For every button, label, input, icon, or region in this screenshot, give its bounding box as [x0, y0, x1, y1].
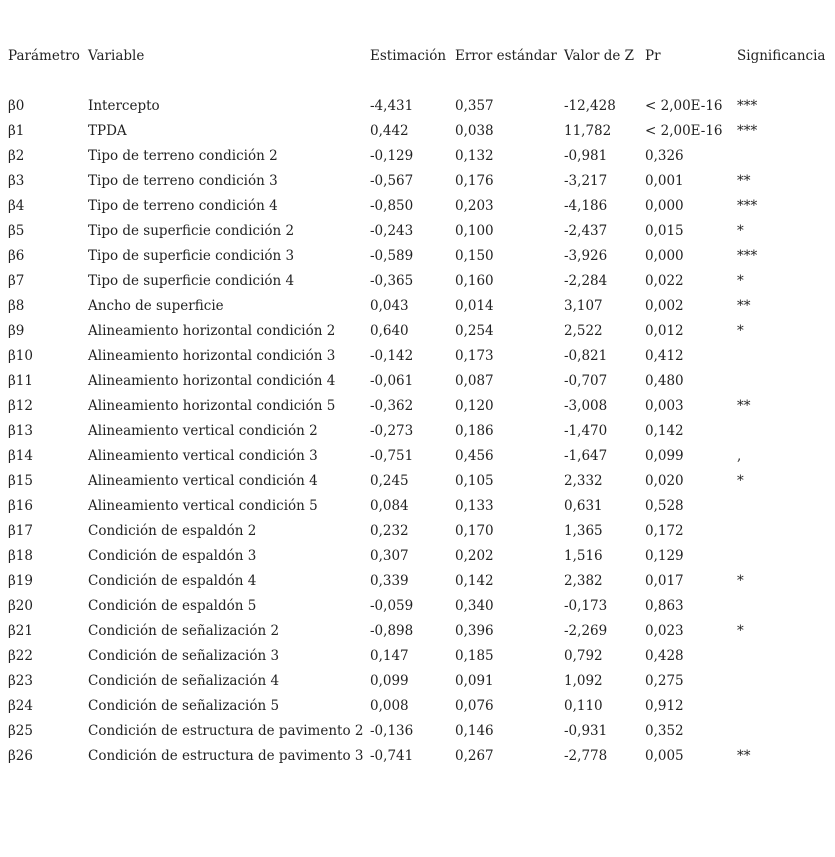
variable-cell: Alineamiento vertical condición 4 [88, 473, 318, 489]
estimate-cell: 0,099 [370, 673, 409, 689]
table-row [0, 146, 835, 166]
table-row [0, 696, 835, 716]
significance-cell: * [737, 223, 744, 239]
parameter-cell: β1 [8, 123, 25, 139]
std-error-cell: 0,120 [455, 398, 494, 414]
table-row [0, 246, 835, 266]
z-value-cell: 0,631 [564, 498, 603, 514]
parameter-cell: β12 [8, 398, 33, 414]
z-value-cell: -4,186 [564, 198, 608, 214]
parameter-cell: β4 [8, 198, 25, 214]
estimate-cell: -4,431 [370, 98, 414, 114]
significance-cell: ** [737, 173, 751, 189]
estimate-cell: -0,273 [370, 423, 414, 439]
variable-cell: Condición de espaldón 2 [88, 523, 257, 539]
significance-cell: * [737, 623, 744, 639]
parameter-cell: β10 [8, 348, 33, 364]
variable-cell: Alineamiento vertical condición 5 [88, 498, 318, 514]
std-error-cell: 0,014 [455, 298, 494, 314]
table-row [0, 746, 835, 766]
table-row [0, 721, 835, 741]
table-row [0, 471, 835, 491]
parameter-cell: β15 [8, 473, 33, 489]
std-error-cell: 0,170 [455, 523, 494, 539]
std-error-cell: 0,142 [455, 573, 494, 589]
p-value-cell: 0,005 [645, 748, 684, 764]
p-value-cell: 0,000 [645, 198, 684, 214]
z-value-cell: -0,173 [564, 598, 608, 614]
significance-cell: * [737, 323, 744, 339]
estimate-cell: -0,589 [370, 248, 414, 264]
estimate-cell: -0,136 [370, 723, 414, 739]
z-value-cell: -3,008 [564, 398, 608, 414]
p-value-cell: 0,912 [645, 698, 684, 714]
variable-cell: Tipo de superficie condición 2 [88, 223, 295, 239]
parameter-cell: β21 [8, 623, 33, 639]
std-error-cell: 0,105 [455, 473, 494, 489]
std-error-cell: 0,146 [455, 723, 494, 739]
z-value-cell: -2,437 [564, 223, 608, 239]
std-error-cell: 0,133 [455, 498, 494, 514]
table-row [0, 496, 835, 516]
std-error-cell: 0,038 [455, 123, 494, 139]
z-value-cell: 1,365 [564, 523, 603, 539]
z-value-cell: 2,332 [564, 473, 603, 489]
variable-cell: Intercepto [88, 98, 160, 114]
std-error-cell: 0,357 [455, 98, 494, 114]
table-row [0, 121, 835, 141]
p-value-cell: 0,480 [645, 373, 684, 389]
estimate-cell: 0,043 [370, 298, 409, 314]
p-value-cell: 0,129 [645, 548, 684, 564]
variable-cell: Condición de señalización 3 [88, 648, 280, 664]
table-row [0, 196, 835, 216]
parameter-cell: β14 [8, 448, 33, 464]
estimate-cell: 0,008 [370, 698, 409, 714]
parameter-cell: β3 [8, 173, 25, 189]
estimate-cell: -0,567 [370, 173, 414, 189]
estimate-cell: 0,147 [370, 648, 409, 664]
z-value-cell: 3,107 [564, 298, 603, 314]
parameter-cell: β18 [8, 548, 33, 564]
significance-cell: , [737, 448, 742, 464]
z-value-cell: 1,516 [564, 548, 603, 564]
std-error-cell: 0,100 [455, 223, 494, 239]
significance-cell: *** [737, 98, 758, 114]
p-value-cell: 0,015 [645, 223, 684, 239]
parameter-cell: β25 [8, 723, 33, 739]
table-row [0, 221, 835, 241]
estimate-cell: -0,129 [370, 148, 414, 164]
parameter-cell: β13 [8, 423, 33, 439]
header-estimacion: Estimación [370, 48, 447, 64]
z-value-cell: -0,821 [564, 348, 608, 364]
parameter-cell: β24 [8, 698, 33, 714]
z-value-cell: -0,707 [564, 373, 608, 389]
p-value-cell: 0,863 [645, 598, 684, 614]
parameter-cell: β20 [8, 598, 33, 614]
std-error-cell: 0,456 [455, 448, 494, 464]
variable-cell: Alineamiento horizontal condición 2 [88, 323, 336, 339]
z-value-cell: -1,470 [564, 423, 608, 439]
std-error-cell: 0,185 [455, 648, 494, 664]
variable-cell: Condición de espaldón 4 [88, 573, 257, 589]
std-error-cell: 0,186 [455, 423, 494, 439]
p-value-cell: 0,000 [645, 248, 684, 264]
std-error-cell: 0,176 [455, 173, 494, 189]
significance-cell: ** [737, 398, 751, 414]
estimate-cell: 0,232 [370, 523, 409, 539]
parameter-cell: β0 [8, 98, 25, 114]
variable-cell: Tipo de terreno condición 4 [88, 198, 278, 214]
table-row [0, 571, 835, 591]
z-value-cell: 0,792 [564, 648, 603, 664]
variable-cell: Condición de espaldón 5 [88, 598, 257, 614]
table-row [0, 296, 835, 316]
p-value-cell: 0,001 [645, 173, 684, 189]
z-value-cell: -0,931 [564, 723, 608, 739]
estimate-cell: -0,142 [370, 348, 414, 364]
variable-cell: Alineamiento vertical condición 3 [88, 448, 318, 464]
p-value-cell: 0,022 [645, 273, 684, 289]
estimate-cell: 0,640 [370, 323, 409, 339]
p-value-cell: 0,528 [645, 498, 684, 514]
z-value-cell: -12,428 [564, 98, 616, 114]
table-row [0, 321, 835, 341]
std-error-cell: 0,254 [455, 323, 494, 339]
std-error-cell: 0,203 [455, 198, 494, 214]
table-row [0, 521, 835, 541]
header-error: Error estándar [455, 48, 557, 64]
p-value-cell: 0,428 [645, 648, 684, 664]
std-error-cell: 0,150 [455, 248, 494, 264]
parameter-cell: β8 [8, 298, 25, 314]
table-row [0, 421, 835, 441]
estimate-cell: -0,243 [370, 223, 414, 239]
parameter-cell: β9 [8, 323, 25, 339]
significance-cell: *** [737, 198, 758, 214]
std-error-cell: 0,173 [455, 348, 494, 364]
parameter-cell: β19 [8, 573, 33, 589]
parameter-cell: β16 [8, 498, 33, 514]
p-value-cell: 0,326 [645, 148, 684, 164]
estimate-cell: -0,365 [370, 273, 414, 289]
variable-cell: Tipo de superficie condición 4 [88, 273, 295, 289]
significance-cell: * [737, 573, 744, 589]
significance-cell: * [737, 273, 744, 289]
z-value-cell: -3,926 [564, 248, 608, 264]
table-header [0, 46, 835, 66]
table-row [0, 346, 835, 366]
parameter-cell: β23 [8, 673, 33, 689]
parameter-cell: β17 [8, 523, 33, 539]
table-row [0, 96, 835, 116]
z-value-cell: 0,110 [564, 698, 603, 714]
significance-cell: *** [737, 123, 758, 139]
parameter-cell: β5 [8, 223, 25, 239]
p-value-cell: < 2,00E-16 [645, 98, 723, 114]
header-valor-z: Valor de Z [564, 48, 635, 64]
p-value-cell: 0,023 [645, 623, 684, 639]
significance-cell: *** [737, 248, 758, 264]
variable-cell: Tipo de superficie condición 3 [88, 248, 295, 264]
estimate-cell: -0,898 [370, 623, 414, 639]
variable-cell: Condición de estructura de pavimento 3 [88, 748, 364, 764]
std-error-cell: 0,132 [455, 148, 494, 164]
estimate-cell: 0,245 [370, 473, 409, 489]
p-value-cell: 0,017 [645, 573, 684, 589]
std-error-cell: 0,340 [455, 598, 494, 614]
std-error-cell: 0,267 [455, 748, 494, 764]
p-value-cell: 0,412 [645, 348, 684, 364]
p-value-cell: 0,020 [645, 473, 684, 489]
table-row [0, 546, 835, 566]
p-value-cell: 0,142 [645, 423, 684, 439]
estimate-cell: -0,061 [370, 373, 414, 389]
header-parametro: Parámetro [8, 48, 80, 64]
variable-cell: Condición de señalización 4 [88, 673, 280, 689]
variable-cell: TPDA [88, 123, 127, 139]
estimate-cell: 0,307 [370, 548, 409, 564]
header-variable: Variable [88, 48, 145, 64]
variable-cell: Ancho de superficie [88, 298, 224, 314]
z-value-cell: -3,217 [564, 173, 608, 189]
std-error-cell: 0,396 [455, 623, 494, 639]
p-value-cell: < 2,00E-16 [645, 123, 723, 139]
table-row [0, 271, 835, 291]
estimate-cell: 0,084 [370, 498, 409, 514]
p-value-cell: 0,012 [645, 323, 684, 339]
variable-cell: Alineamiento horizontal condición 3 [88, 348, 336, 364]
variable-cell: Condición de señalización 2 [88, 623, 280, 639]
table-row [0, 371, 835, 391]
estimate-cell: 0,339 [370, 573, 409, 589]
variable-cell: Alineamiento horizontal condición 5 [88, 398, 336, 414]
parameter-cell: β11 [8, 373, 33, 389]
estimate-cell: -0,741 [370, 748, 414, 764]
parameter-cell: β7 [8, 273, 25, 289]
estimate-cell: -0,850 [370, 198, 414, 214]
z-value-cell: 1,092 [564, 673, 603, 689]
table-row [0, 396, 835, 416]
z-value-cell: -2,284 [564, 273, 608, 289]
estimate-cell: -0,362 [370, 398, 414, 414]
estimate-cell: -0,751 [370, 448, 414, 464]
estimate-cell: 0,442 [370, 123, 409, 139]
variable-cell: Condición de estructura de pavimento 2 [88, 723, 364, 739]
z-value-cell: -1,647 [564, 448, 608, 464]
estimate-cell: -0,059 [370, 598, 414, 614]
parameter-cell: β6 [8, 248, 25, 264]
std-error-cell: 0,076 [455, 698, 494, 714]
variable-cell: Tipo de terreno condición 2 [88, 148, 278, 164]
table-row [0, 621, 835, 641]
parameter-cell: β22 [8, 648, 33, 664]
std-error-cell: 0,160 [455, 273, 494, 289]
variable-cell: Alineamiento horizontal condición 4 [88, 373, 336, 389]
parameter-cell: β2 [8, 148, 25, 164]
z-value-cell: 11,782 [564, 123, 612, 139]
p-value-cell: 0,352 [645, 723, 684, 739]
table-row [0, 596, 835, 616]
z-value-cell: -2,778 [564, 748, 608, 764]
p-value-cell: 0,275 [645, 673, 684, 689]
z-value-cell: -0,981 [564, 148, 608, 164]
header-pr: Pr [645, 48, 661, 64]
variable-cell: Alineamiento vertical condición 2 [88, 423, 318, 439]
parameter-cell: β26 [8, 748, 33, 764]
table-row [0, 446, 835, 466]
z-value-cell: -2,269 [564, 623, 608, 639]
p-value-cell: 0,172 [645, 523, 684, 539]
std-error-cell: 0,091 [455, 673, 494, 689]
table-row [0, 171, 835, 191]
p-value-cell: 0,003 [645, 398, 684, 414]
p-value-cell: 0,099 [645, 448, 684, 464]
significance-cell: ** [737, 298, 751, 314]
std-error-cell: 0,202 [455, 548, 494, 564]
std-error-cell: 0,087 [455, 373, 494, 389]
significance-cell: ** [737, 748, 751, 764]
table-row [0, 671, 835, 691]
z-value-cell: 2,522 [564, 323, 603, 339]
table-row [0, 646, 835, 666]
variable-cell: Condición de espaldón 3 [88, 548, 257, 564]
variable-cell: Condición de señalización 5 [88, 698, 280, 714]
p-value-cell: 0,002 [645, 298, 684, 314]
header-significancia: Significancia [737, 48, 826, 64]
z-value-cell: 2,382 [564, 573, 603, 589]
significance-cell: * [737, 473, 744, 489]
variable-cell: Tipo de terreno condición 3 [88, 173, 278, 189]
